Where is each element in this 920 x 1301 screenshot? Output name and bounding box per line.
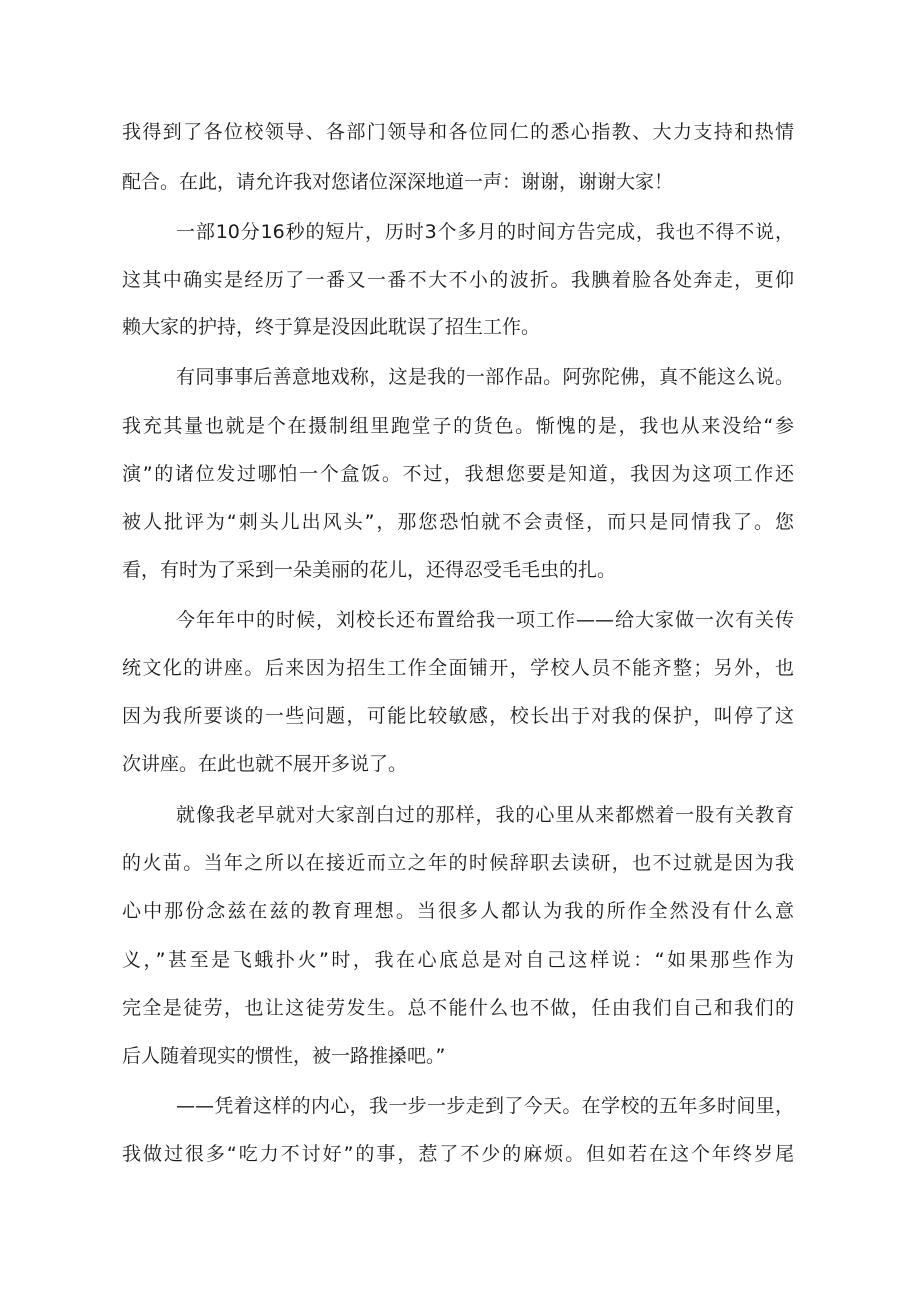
paragraph-first-line: 一部10分16秒的短片，历时3个多月的时间方告完成，我也不得不说， (176, 221, 794, 243)
text-line: 次讲座。在此也就不展开多说了。 (122, 753, 408, 775)
text-line: 心中那份念兹在兹的教育理想。当很多人都认为我的所作全然没有什么意 (122, 900, 794, 922)
text-line: 配合。在此，请允许我对您诸位深深地道一声：谢谢，谢谢大家！ (122, 171, 674, 193)
text-line: 演”的诸位发过哪怕一个盒饭。不过，我想您要是知道，我因为这项工作还 (122, 463, 794, 485)
paragraph-first-line: 今年年中的时候，刘校长还布置给我一项工作——给大家做一次有关传 (176, 609, 794, 631)
text-line: 的火苗。当年之所以在接近而立之年的时候辞职去读研，也不过就是因为我 (122, 852, 794, 874)
text-line: 这其中确实是经历了一番又一番不大不小的波折。我腆着脸各处奔走，更仰 (122, 269, 794, 291)
paragraph-first-line: 就像我老早就对大家剖白过的那样，我的心里从来都燃着一股有关教育 (176, 804, 794, 826)
text-line: 看，有时为了采到一朵美丽的花儿，还得忍受毛毛虫的扎。 (122, 559, 617, 581)
text-line: 义，”甚至是飞蛾扑火”时，我在心底总是对自己这样说：“如果那些作为 (122, 949, 794, 971)
text-line: 赖大家的护持，终于算是没因此耽误了招生工作。 (122, 316, 541, 338)
text-line: 我得到了各位校领导、各部门领导和各位同仁的悉心指教、大力支持和热情 (122, 121, 794, 143)
paragraph-first-line: 有同事事后善意地戏称，这是我的一部作品。阿弥陀佛，真不能这么说。 (176, 366, 794, 388)
text-line: 我充其量也就是个在摄制组里跑堂子的货色。惭愧的是，我也从来没给“参 (122, 415, 794, 437)
text-line: 统文化的讲座。后来因为招生工作全面铺开，学校人员不能齐整；另外，也 (122, 657, 794, 679)
paragraph-first-line: ——凭着这样的内心，我一步一步走到了今天。在学校的五年多时间里， (176, 1095, 794, 1117)
text-line: 后人随着现实的惯性，被一路推搡吧。” (122, 1045, 446, 1067)
text-line: 完全是徒劳，也让这徒劳发生。总不能什么也不做，任由我们自己和我们的 (122, 997, 794, 1019)
text-line: 我做过很多“吃力不讨好”的事，惹了不少的麻烦。但如若在这个年终岁尾 (122, 1143, 794, 1165)
text-line: 被人批评为“刺头儿出风头”，那您恐怕就不会责怪，而只是同情我了。您 (122, 511, 794, 533)
text-line: 因为我所要谈的一些问题，可能比较敏感，校长出于对我的保护，叫停了这 (122, 705, 794, 727)
